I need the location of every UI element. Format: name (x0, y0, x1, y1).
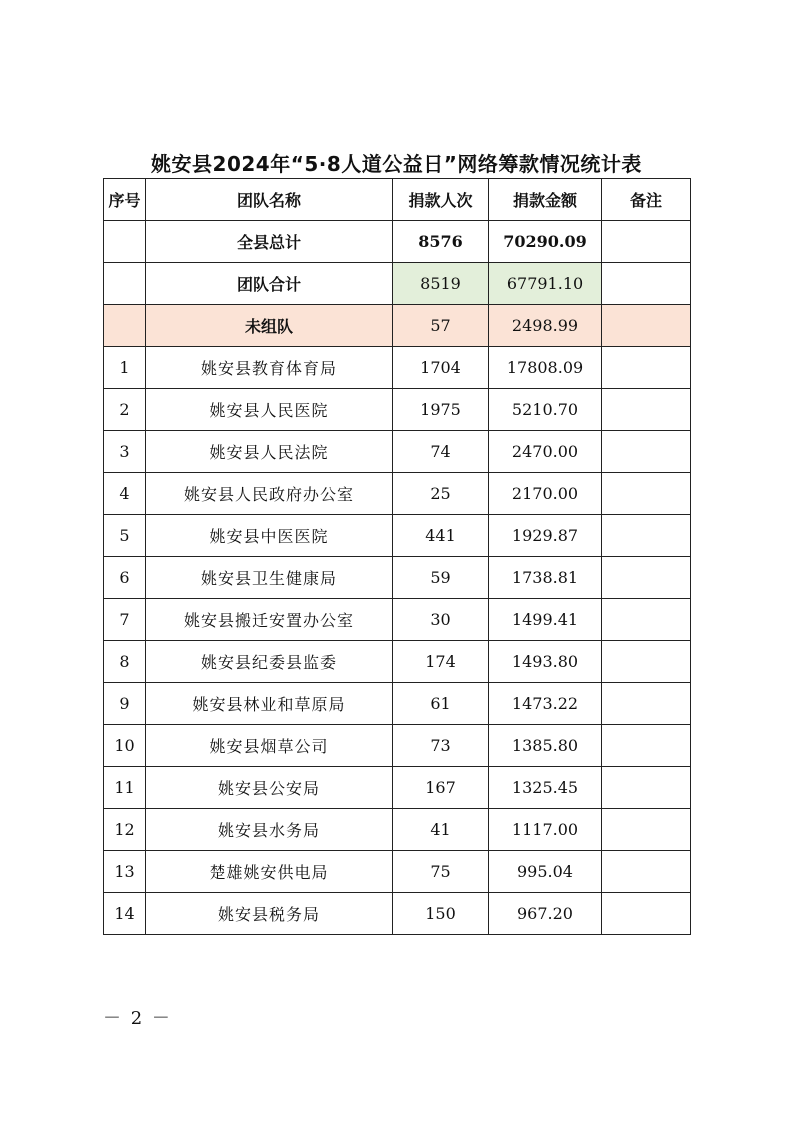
row-team-name: 姚安县人民政府办公室 (146, 473, 393, 515)
row-index: 2 (104, 389, 146, 431)
row-team-name: 姚安县教育体育局 (146, 347, 393, 389)
county-total-amount: 70290.09 (489, 221, 602, 263)
fundraising-stats-table (103, 178, 691, 935)
row-donor-count: 150 (393, 893, 489, 935)
row-index: 9 (104, 683, 146, 725)
table-row (104, 893, 691, 935)
table-row (104, 389, 691, 431)
row-team-name: 姚安县林业和草原局 (146, 683, 393, 725)
row-note (602, 473, 691, 515)
row-team-name: 姚安县人民法院 (146, 431, 393, 473)
team-total-row (104, 263, 691, 305)
team-total-label: 团队合计 (146, 263, 393, 305)
row-team-name: 姚安县人民医院 (146, 389, 393, 431)
table-row (104, 557, 691, 599)
header-amount: 捐款金额 (489, 179, 602, 221)
unteamed-amount: 2498.99 (489, 305, 602, 347)
row-amount: 1499.41 (489, 599, 602, 641)
row-note (602, 725, 691, 767)
row-note (602, 851, 691, 893)
row-note (602, 431, 691, 473)
row-donor-count: 73 (393, 725, 489, 767)
row-team-name: 姚安县水务局 (146, 809, 393, 851)
table-row (104, 809, 691, 851)
table-row (104, 515, 691, 557)
row-index: 11 (104, 767, 146, 809)
row-amount: 995.04 (489, 851, 602, 893)
row-team-name: 楚雄姚安供电局 (146, 851, 393, 893)
row-index: 12 (104, 809, 146, 851)
row-note (602, 767, 691, 809)
county-total-row (104, 221, 691, 263)
table-row (104, 725, 691, 767)
row-note (602, 641, 691, 683)
row-index: 10 (104, 725, 146, 767)
row-amount: 1117.00 (489, 809, 602, 851)
header-index: 序号 (104, 179, 146, 221)
unteamed-note (602, 305, 691, 347)
table-row (104, 767, 691, 809)
row-amount: 1493.80 (489, 641, 602, 683)
row-index: 5 (104, 515, 146, 557)
row-amount: 1325.45 (489, 767, 602, 809)
team-total-donor-count: 8519 (393, 263, 489, 305)
row-amount: 2470.00 (489, 431, 602, 473)
row-donor-count: 167 (393, 767, 489, 809)
row-team-name: 姚安县税务局 (146, 893, 393, 935)
county-total-donor-count: 8576 (393, 221, 489, 263)
table-row (104, 347, 691, 389)
row-amount: 1929.87 (489, 515, 602, 557)
row-note (602, 347, 691, 389)
unteamed-index (104, 305, 146, 347)
row-note (602, 515, 691, 557)
row-index: 8 (104, 641, 146, 683)
row-note (602, 893, 691, 935)
table-header-row (104, 179, 691, 221)
row-donor-count: 174 (393, 641, 489, 683)
unteamed-row (104, 305, 691, 347)
row-index: 1 (104, 347, 146, 389)
row-team-name: 姚安县卫生健康局 (146, 557, 393, 599)
page-number: － 2 － (103, 1008, 172, 1029)
row-index: 3 (104, 431, 146, 473)
row-donor-count: 30 (393, 599, 489, 641)
table-row (104, 431, 691, 473)
row-index: 14 (104, 893, 146, 935)
row-index: 6 (104, 557, 146, 599)
table-row (104, 473, 691, 515)
row-index: 13 (104, 851, 146, 893)
row-index: 7 (104, 599, 146, 641)
row-donor-count: 61 (393, 683, 489, 725)
row-amount: 5210.70 (489, 389, 602, 431)
row-index: 4 (104, 473, 146, 515)
row-donor-count: 41 (393, 809, 489, 851)
unteamed-donor-count: 57 (393, 305, 489, 347)
county-total-index (104, 221, 146, 263)
table-row (104, 599, 691, 641)
row-team-name: 姚安县搬迁安置办公室 (146, 599, 393, 641)
row-note (602, 599, 691, 641)
county-total-label: 全县总计 (146, 221, 393, 263)
header-donor-count: 捐款人次 (393, 179, 489, 221)
row-donor-count: 75 (393, 851, 489, 893)
row-amount: 2170.00 (489, 473, 602, 515)
table-row (104, 851, 691, 893)
row-donor-count: 1975 (393, 389, 489, 431)
row-amount: 1473.22 (489, 683, 602, 725)
row-amount: 967.20 (489, 893, 602, 935)
table-row (104, 641, 691, 683)
document-title: 姚安县2024年“5·8人道公益日”网络筹款情况统计表 (151, 152, 642, 176)
row-donor-count: 1704 (393, 347, 489, 389)
table-row (104, 683, 691, 725)
header-note: 备注 (602, 179, 691, 221)
row-donor-count: 25 (393, 473, 489, 515)
row-amount: 1738.81 (489, 557, 602, 599)
row-note (602, 557, 691, 599)
row-donor-count: 441 (393, 515, 489, 557)
row-amount: 1385.80 (489, 725, 602, 767)
row-amount: 17808.09 (489, 347, 602, 389)
row-team-name: 姚安县中医医院 (146, 515, 393, 557)
row-team-name: 姚安县纪委县监委 (146, 641, 393, 683)
row-note (602, 683, 691, 725)
unteamed-label: 未组队 (146, 305, 393, 347)
row-note (602, 389, 691, 431)
team-total-amount: 67791.10 (489, 263, 602, 305)
county-total-note (602, 221, 691, 263)
row-team-name: 姚安县烟草公司 (146, 725, 393, 767)
row-note (602, 809, 691, 851)
row-donor-count: 74 (393, 431, 489, 473)
team-total-note (602, 263, 691, 305)
team-total-index (104, 263, 146, 305)
header-team-name: 团队名称 (146, 179, 393, 221)
row-team-name: 姚安县公安局 (146, 767, 393, 809)
row-donor-count: 59 (393, 557, 489, 599)
